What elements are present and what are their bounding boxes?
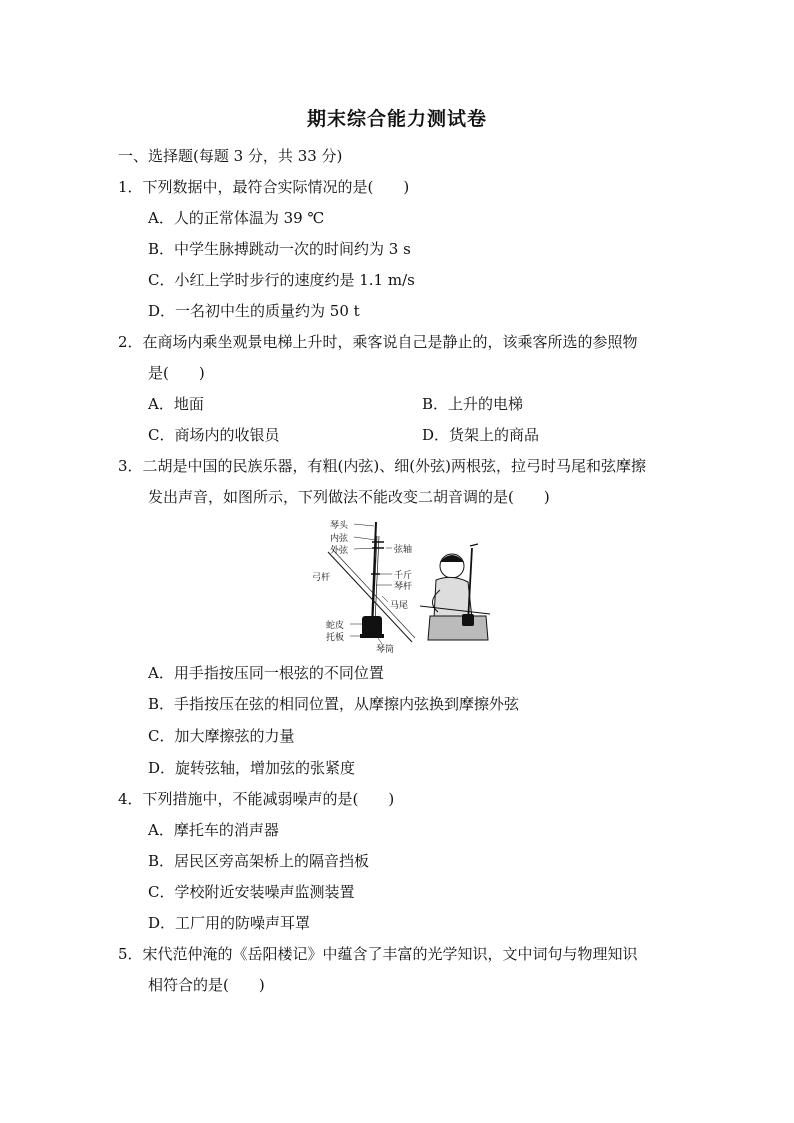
exam-title: 期末综合能力测试卷: [306, 108, 487, 130]
label-qintong: 琴筒: [376, 645, 395, 654]
q4-option-a: A．摩托车的消声器: [148, 821, 279, 839]
q2-option-c: C．商场内的收银员: [148, 426, 280, 444]
label-shepi: 蛇皮: [326, 621, 345, 631]
label-waixian: 外弦: [330, 546, 349, 556]
q3-option-d: D．旋转弦轴，增加弦的张紧度: [148, 759, 356, 777]
q1-stem: 1．下列数据中，最符合实际情况的是( ): [118, 178, 410, 196]
label-mawei: 马尾: [390, 601, 409, 611]
q3-option-a: A．用手指按压同一根弦的不同位置: [148, 664, 384, 682]
q2-option-b: B．上升的电梯: [422, 395, 524, 413]
q4-stem: 4．下列措施中，不能减弱噪声的是( ): [118, 790, 395, 808]
erhu-figure: [300, 518, 496, 654]
q1-option-d: D．一名初中生的质量约为 50 t: [148, 302, 360, 320]
label-xianzhou: 弦轴: [394, 545, 413, 555]
erhu-sound-box: [362, 616, 382, 636]
erhu-base-plate: [360, 634, 384, 638]
label-qingan: 琴杆: [394, 582, 413, 592]
label-qianjin: 千斤: [394, 571, 413, 581]
q4-option-b: B．居民区旁高架桥上的隔音挡板: [148, 852, 370, 870]
q1-option-a: A．人的正常体温为 39 ℃: [148, 209, 325, 227]
q4-option-d: D．工厂用的防噪声耳罩: [148, 914, 311, 932]
section-heading: 一、选择题(每题 3 分，共 33 分): [118, 147, 343, 165]
erhu-player-figure: [420, 544, 490, 640]
q4-option-c: C．学校附近安装噪声监测装置: [148, 883, 355, 901]
q1-option-b: B．中学生脉搏跳动一次的时间约为 3 s: [148, 240, 411, 258]
q5-stem-line2: 相符合的是( ): [148, 976, 265, 994]
label-qintou: 琴头: [330, 521, 349, 531]
q2-stem-line1: 2．在商场内乘坐观景电梯上升时，乘客说自己是静止的，该乘客所选的参照物: [118, 333, 638, 351]
q3-stem-line2: 发出声音，如图所示，下列做法不能改变二胡音调的是( ): [148, 488, 550, 506]
label-gonggan: 弓杆: [312, 573, 331, 583]
q2-option-d: D．货架上的商品: [422, 426, 540, 444]
q3-option-b: B．手指按压在弦的相同位置，从摩擦内弦换到摩擦外弦: [148, 695, 520, 713]
label-neixian: 内弦: [330, 534, 349, 544]
label-tuoban: 托板: [326, 633, 345, 643]
q5-stem-line1: 5．宋代范仲淹的《岳阳楼记》中蕴含了丰富的光学知识，文中词句与物理知识: [118, 945, 638, 963]
q3-stem-line1: 3．二胡是中国的民族乐器，有粗(内弦)、细(外弦)两根弦，拉弓时马尾和弦摩擦: [118, 457, 646, 475]
q1-option-c: C．小红上学时步行的速度约是 1.1 m/s: [148, 271, 415, 289]
q2-stem-line2: 是( ): [148, 364, 205, 382]
q2-option-a: A．地面: [148, 395, 204, 413]
q3-option-c: C．加大摩擦弦的力量: [148, 727, 295, 745]
